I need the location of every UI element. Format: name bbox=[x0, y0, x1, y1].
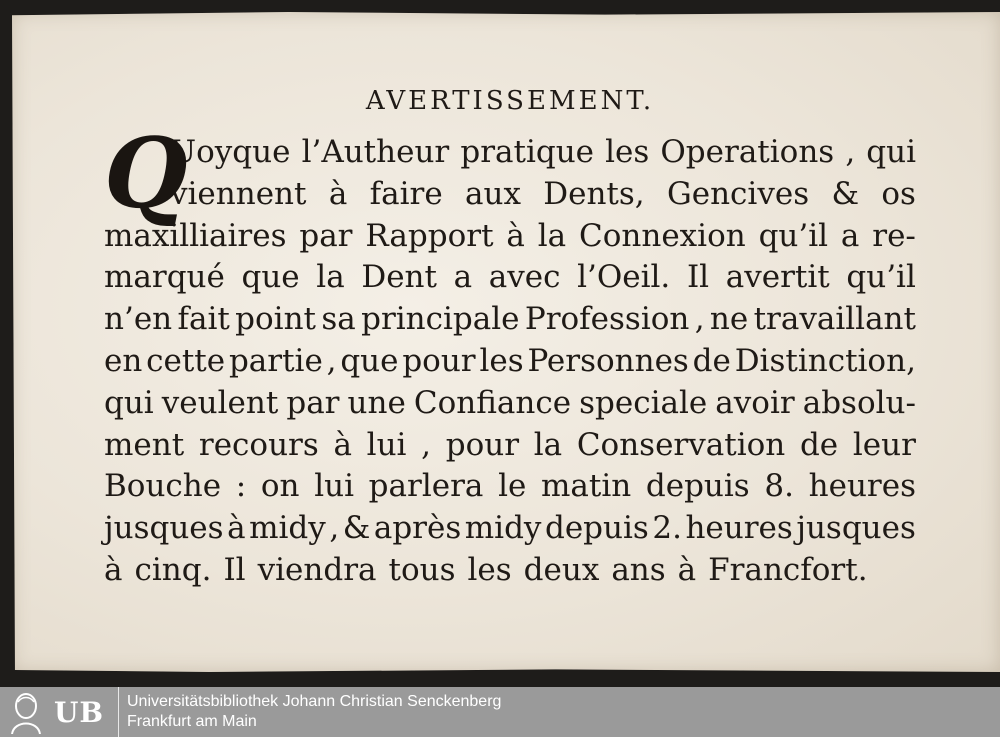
word: Dent bbox=[361, 259, 437, 296]
word: avertit bbox=[725, 259, 830, 296]
text-line bbox=[104, 216, 916, 258]
word: que bbox=[241, 259, 300, 296]
word: Uoyque bbox=[170, 134, 291, 170]
portrait-icon bbox=[6, 690, 46, 734]
word: qui bbox=[104, 384, 154, 421]
word: Dents, bbox=[543, 175, 645, 212]
word: à bbox=[677, 551, 697, 588]
word: lui bbox=[314, 468, 354, 505]
word: a bbox=[840, 217, 860, 254]
word: pratique bbox=[460, 134, 595, 170]
word: & bbox=[831, 175, 860, 212]
word: Personnes bbox=[527, 342, 689, 379]
word: leur bbox=[852, 426, 916, 463]
word: deux bbox=[523, 551, 600, 588]
word: à bbox=[227, 510, 246, 547]
word: l’Oeil. bbox=[577, 259, 671, 296]
word: , bbox=[694, 301, 705, 338]
word: maxilliaires bbox=[104, 217, 287, 254]
library-logo[interactable] bbox=[0, 687, 119, 737]
word: , bbox=[845, 134, 856, 170]
word: lui bbox=[366, 426, 407, 463]
word: Il bbox=[223, 551, 246, 588]
word: Profession bbox=[524, 301, 690, 338]
word: 2. bbox=[652, 510, 682, 547]
word: midy bbox=[249, 510, 326, 547]
word: à bbox=[328, 175, 348, 212]
word: qui bbox=[866, 134, 916, 170]
word: a bbox=[453, 259, 473, 296]
word: avoir bbox=[715, 384, 795, 421]
word: os bbox=[881, 175, 916, 212]
word: travaillant bbox=[753, 301, 916, 338]
word: heures bbox=[685, 510, 793, 547]
word: veulent bbox=[161, 384, 279, 421]
word: avec bbox=[488, 259, 561, 296]
text-line bbox=[104, 550, 916, 592]
word: en bbox=[104, 342, 143, 379]
dropcap-letter: Q bbox=[104, 117, 188, 230]
text-line bbox=[104, 466, 916, 508]
logo-text: UB bbox=[54, 695, 105, 729]
word: de bbox=[799, 426, 839, 463]
word: pour bbox=[402, 342, 476, 379]
word: , bbox=[326, 342, 337, 379]
word: partie bbox=[228, 342, 323, 379]
word: heures bbox=[808, 468, 916, 505]
word: jusques bbox=[796, 510, 916, 547]
word: principale bbox=[361, 301, 520, 338]
word: aux bbox=[465, 175, 521, 212]
word: par bbox=[299, 217, 353, 254]
word: recours bbox=[198, 426, 319, 463]
footer-bar bbox=[0, 687, 1000, 737]
word: cinq. bbox=[134, 551, 212, 588]
word: viendra bbox=[257, 551, 377, 588]
word: Francfort. bbox=[708, 551, 868, 588]
text-line bbox=[104, 174, 916, 216]
text-line bbox=[104, 132, 916, 174]
word: qu’il bbox=[758, 217, 829, 254]
text-lines bbox=[104, 117, 916, 592]
text-line bbox=[104, 425, 916, 467]
word: une bbox=[347, 384, 406, 421]
word: & bbox=[342, 510, 371, 547]
word: la bbox=[537, 217, 567, 254]
word: 8. bbox=[764, 468, 794, 505]
word: à bbox=[104, 551, 123, 588]
word: matin bbox=[541, 468, 632, 505]
word: la bbox=[316, 259, 345, 296]
text-line bbox=[104, 341, 916, 383]
text-line bbox=[104, 299, 916, 341]
text-line bbox=[104, 508, 916, 550]
word: à bbox=[333, 426, 352, 463]
word: qu’il bbox=[846, 259, 916, 296]
word: la bbox=[533, 426, 563, 463]
word: sa bbox=[321, 301, 356, 338]
word: tous bbox=[388, 551, 456, 588]
word: viennent bbox=[170, 175, 307, 212]
word: Gencives bbox=[666, 175, 810, 212]
word: les bbox=[479, 342, 524, 379]
word: Conservation bbox=[576, 426, 786, 463]
text-line bbox=[104, 257, 916, 299]
word: re- bbox=[872, 217, 916, 254]
word: que bbox=[340, 342, 399, 379]
word: de bbox=[692, 342, 731, 379]
word: Rapport bbox=[365, 217, 494, 254]
word: pour bbox=[445, 426, 520, 463]
library-name-line1: Universitätsbibliothek Johann Christian Senckenberg bbox=[127, 693, 502, 710]
word: jusques bbox=[104, 510, 224, 547]
word: l’Autheur bbox=[301, 134, 450, 170]
word: depuis bbox=[544, 510, 649, 547]
word: les bbox=[467, 551, 512, 588]
library-name-line2: Frankfurt am Main bbox=[127, 713, 257, 730]
word: par bbox=[286, 384, 340, 421]
word: : bbox=[235, 468, 247, 505]
word: fait bbox=[177, 301, 230, 338]
word: Il bbox=[686, 259, 710, 296]
word: Distinction, bbox=[734, 342, 916, 379]
word: depuis bbox=[645, 468, 750, 505]
document-text bbox=[104, 84, 916, 592]
word: après bbox=[373, 510, 462, 547]
word: point bbox=[235, 301, 317, 338]
word: cette bbox=[146, 342, 226, 379]
word: parlera bbox=[368, 468, 484, 505]
word: , bbox=[421, 426, 432, 463]
word: ment bbox=[104, 426, 185, 463]
word: les bbox=[605, 134, 650, 170]
word: midy bbox=[464, 510, 542, 547]
text-line bbox=[104, 383, 916, 425]
library-name bbox=[127, 692, 501, 732]
word: absolu- bbox=[802, 384, 916, 421]
word: marqué bbox=[104, 259, 225, 296]
word: Bouche bbox=[104, 468, 222, 505]
word: faire bbox=[369, 175, 443, 212]
word: , bbox=[329, 510, 340, 547]
word: Connexion bbox=[579, 217, 746, 254]
word: à bbox=[506, 217, 525, 254]
word: ne bbox=[709, 301, 749, 338]
word: Operations bbox=[660, 134, 835, 170]
document-heading: AVERTISSEMENT. bbox=[365, 86, 655, 116]
word: Confiance bbox=[413, 384, 572, 421]
word: on bbox=[260, 468, 300, 505]
word: n’en bbox=[104, 301, 173, 338]
word: ans bbox=[611, 551, 666, 588]
word: le bbox=[498, 468, 527, 505]
word: speciale bbox=[579, 384, 708, 421]
